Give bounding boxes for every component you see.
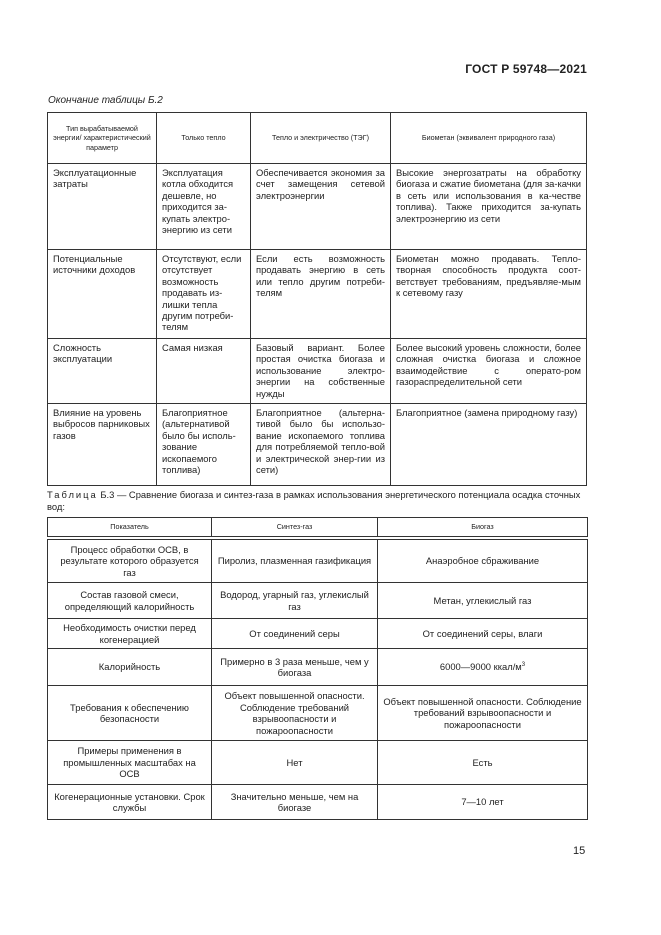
table-cell: Сложность эксплуатации	[48, 339, 157, 404]
table-cell: Когенерационные установки. Срок службы	[48, 785, 212, 820]
table-row	[48, 583, 588, 619]
table-cell: Примерно в 3 раза меньше, чем у биогаза	[212, 649, 378, 686]
column-header: Только тепло	[157, 113, 251, 164]
column-header: Синтез-газ	[212, 518, 378, 537]
table-row	[48, 785, 588, 820]
table-cell: Есть	[378, 741, 588, 785]
table-cell: Требования к обеспечению безопасности	[48, 686, 212, 741]
table-row	[48, 164, 587, 250]
table-cell: Метан, углекислый газ	[378, 583, 588, 619]
table-b2	[47, 112, 587, 486]
table-cell: Калорийность	[48, 649, 212, 686]
table-cell: Значительно меньше, чем на биогазе	[212, 785, 378, 820]
table-cell: Если есть возможность продавать энергию в сеть или тепло другим потреби-телям	[251, 250, 391, 339]
column-header: Биогаз	[378, 518, 588, 537]
table-cell: Эксплуатация котла обходится дешевле, но приходится за-купать электро-энергию из сети	[157, 164, 251, 250]
table-row	[48, 404, 587, 486]
table-cell: Базовый вариант. Более простая очистка биогаза и использование электро-энергии на собственные нужды	[251, 339, 391, 404]
column-header: Показатель	[48, 518, 212, 537]
table-row	[48, 619, 588, 649]
table-header-row	[48, 113, 587, 164]
table-b2-caption: Окончание таблицы Б.2	[48, 95, 163, 106]
column-header: Тип вырабатываемой энергии/ характеристический параметр	[48, 113, 157, 164]
unit-superscript: 3	[521, 662, 526, 669]
table-b3	[47, 517, 588, 820]
table-header-row	[48, 518, 588, 537]
table-row	[48, 540, 588, 583]
table-cell: Анаэробное сбраживание	[378, 540, 588, 583]
caption-text: Б.3 — Сравнение биогаза и синтез-газа в рамках использования энергетического потенциала осадка сточных вод:	[47, 489, 581, 512]
table-cell: Более высокий уровень сложности, более сложная очистка биогаза и сложное взаимодействие с операто-ром газораспределительной сети	[391, 339, 587, 404]
table-row	[48, 686, 588, 741]
table-cell: Процесс обработки ОСВ, в результате которого образуется газ	[48, 540, 212, 583]
table-cell: Нет	[212, 741, 378, 785]
table-cell: Влияние на уровень выбросов парниковых газов	[48, 404, 157, 486]
table-cell	[378, 649, 588, 686]
table-cell: Необходимость очистки перед когенерацией	[48, 619, 212, 649]
table-row	[48, 339, 587, 404]
table-cell: Обеспечивается экономия за счет замещения сетевой электроэнергии	[251, 164, 391, 250]
table-row	[48, 250, 587, 339]
table-cell: Водород, угарный газ, углекислый газ	[212, 583, 378, 619]
table-b3-caption	[47, 489, 587, 513]
table-cell: Примеры применения в промышленных масштабах на ОСВ	[48, 741, 212, 785]
column-header: Биометан (эквивалент природного газа)	[391, 113, 587, 164]
table-cell: 7—10 лет	[378, 785, 588, 820]
page-number: 15	[573, 845, 586, 857]
caption-label: Таблица	[47, 489, 98, 500]
table-cell: Потенциальные источники доходов	[48, 250, 157, 339]
table-cell: Благоприятное (альтерна-тивой было бы использо-вание ископаемого топлива для потребляемой тепло-вой и электрической энер-гии из сети)	[251, 404, 391, 486]
table-row	[48, 649, 588, 686]
column-header: Тепло и электричество (ТЭГ)	[251, 113, 391, 164]
table-cell: Самая низкая	[157, 339, 251, 404]
table-cell: От соединений серы, влаги	[378, 619, 588, 649]
table-cell: Пиролиз, плазменная газификация	[212, 540, 378, 583]
table-cell: От соединений серы	[212, 619, 378, 649]
table-cell: Высокие энергозатраты на обработку биогаза и сжатие биометана (для за-качки в сеть или использования в ка-честве топлива). Также приходится за-купать электроэнергию из сети	[391, 164, 587, 250]
table-cell: Состав газовой смеси, определяющий калорийность	[48, 583, 212, 619]
table-row	[48, 741, 588, 785]
standard-designation: ГОСТ Р 59748—2021	[465, 62, 587, 76]
calorie-value: 6000—9000 ккал/м	[439, 661, 522, 673]
table-cell: Объект повышенной опасности. Соблюдение требований взрывоопасности и пожароопасности	[378, 686, 588, 741]
table-cell: Благоприятное (замена природному газу)	[391, 404, 587, 486]
table-cell: Эксплуатационные затраты	[48, 164, 157, 250]
table-cell: Объект повышенной опасности. Соблюдение требований взрывоопасности и пожароопасности	[212, 686, 378, 741]
table-cell: Отсутствуют, если отсутствует возможность продавать из-лишки тепла другим потреби-телям	[157, 250, 251, 339]
table-cell: Биометан можно продавать. Тепло-творная способность продукта соот-ветствует требованиям, предъявляе-мым к сетевому газу	[391, 250, 587, 339]
table-cell: Благоприятное (альтернативой было бы исполь-зование ископаемого топлива)	[157, 404, 251, 486]
